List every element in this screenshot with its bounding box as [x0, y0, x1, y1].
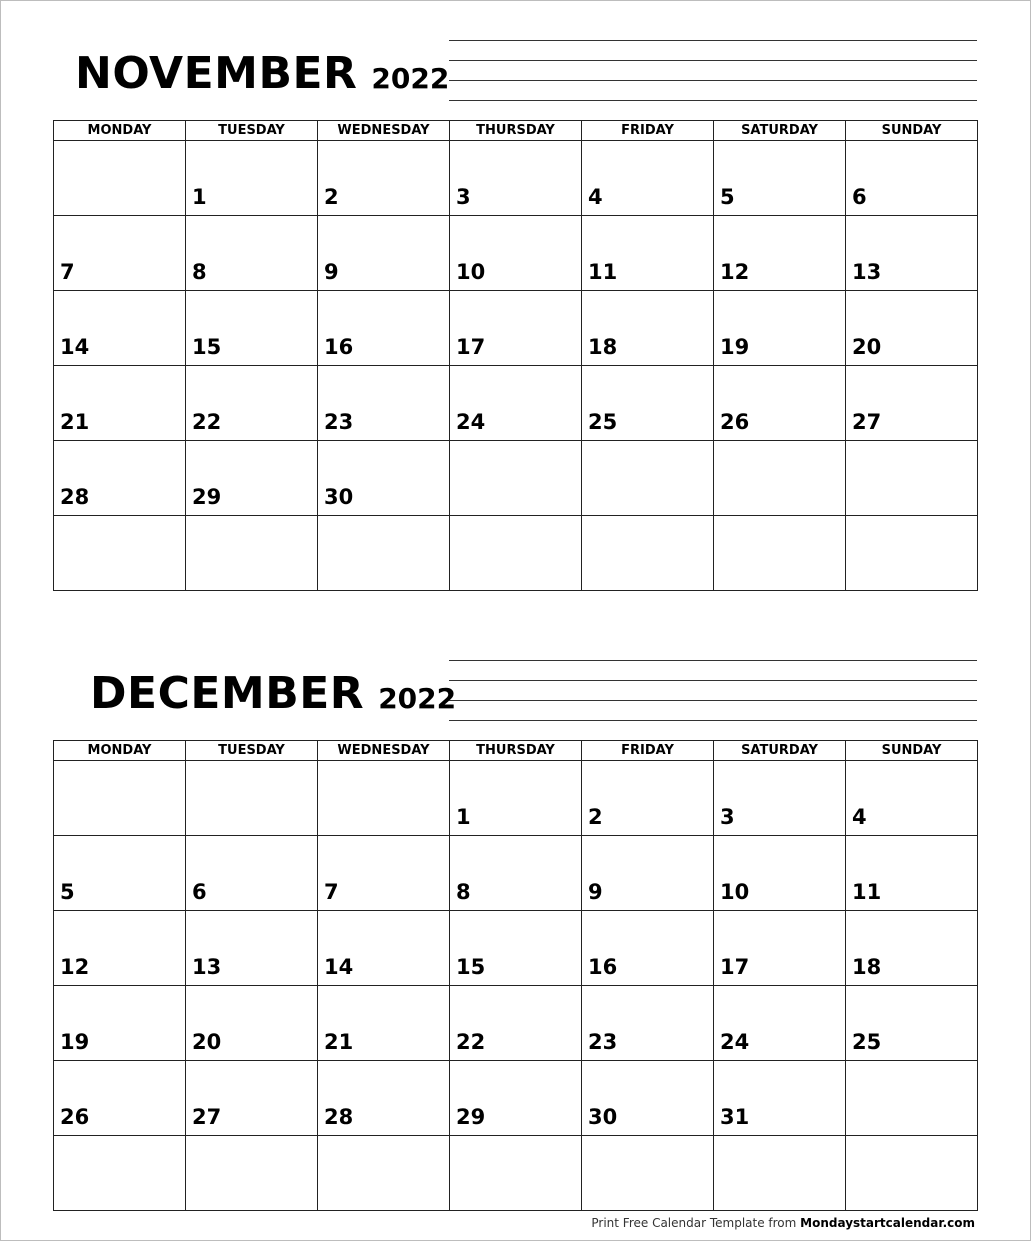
day-number: 4: [588, 185, 603, 209]
day-cell: [318, 761, 450, 836]
day-number: 22: [456, 1030, 486, 1054]
day-number: 30: [588, 1105, 618, 1129]
day-number: 7: [324, 880, 339, 904]
note-line: [449, 720, 977, 721]
week-row: [54, 1061, 978, 1136]
day-number: 18: [852, 955, 882, 979]
week-row: [54, 761, 978, 836]
day-number: 9: [324, 260, 339, 284]
day-cell: [714, 986, 846, 1061]
day-cell: [54, 516, 186, 591]
weekday-header-row: [54, 121, 978, 141]
day-number: 23: [324, 410, 354, 434]
day-cell: [186, 291, 318, 366]
footer-site-link[interactable]: Mondaystartcalendar.com: [800, 1216, 975, 1230]
day-cell: [54, 1136, 186, 1211]
day-cell: [582, 911, 714, 986]
calendar-grid: [53, 120, 978, 591]
month-title: [90, 668, 456, 748]
day-cell: [450, 1136, 582, 1211]
day-cell: [186, 761, 318, 836]
day-cell: [714, 911, 846, 986]
day-cell: [318, 986, 450, 1061]
day-cell: [450, 986, 582, 1061]
day-number: 20: [192, 1030, 222, 1054]
weekday-header: SATURDAY: [714, 121, 846, 141]
day-number: 10: [720, 880, 750, 904]
weekday-header: SUNDAY: [846, 741, 978, 761]
week-row: [54, 1136, 978, 1211]
day-number: 28: [60, 485, 90, 509]
day-cell: [318, 516, 450, 591]
weekday-header: TUESDAY: [186, 741, 318, 761]
week-row: [54, 441, 978, 516]
day-cell: [186, 911, 318, 986]
day-cell: [714, 441, 846, 516]
day-cell: [186, 141, 318, 216]
day-cell: [846, 836, 978, 911]
day-number: 29: [192, 485, 222, 509]
day-cell: [846, 366, 978, 441]
week-row: [54, 366, 978, 441]
day-cell: [450, 516, 582, 591]
day-number: 2: [588, 805, 603, 829]
day-cell: [846, 291, 978, 366]
day-number: 17: [456, 335, 486, 359]
day-cell: [582, 986, 714, 1061]
week-row: [54, 141, 978, 216]
day-number: 21: [60, 410, 90, 434]
weekday-header: FRIDAY: [582, 121, 714, 141]
day-cell: [186, 216, 318, 291]
day-cell: [846, 911, 978, 986]
week-row: [54, 291, 978, 366]
day-number: 9: [588, 880, 603, 904]
day-cell: [582, 291, 714, 366]
day-number: 21: [324, 1030, 354, 1054]
day-number: 30: [324, 485, 354, 509]
day-number: 24: [456, 410, 486, 434]
day-cell: [714, 366, 846, 441]
note-line: [449, 80, 977, 81]
day-cell: [54, 141, 186, 216]
day-number: 28: [324, 1105, 354, 1129]
note-line: [449, 680, 977, 681]
day-number: 12: [720, 260, 750, 284]
weekday-header: TUESDAY: [186, 121, 318, 141]
week-row: [54, 911, 978, 986]
day-number: 27: [192, 1105, 222, 1129]
day-number: 2: [324, 185, 339, 209]
day-cell: [186, 366, 318, 441]
day-cell: [318, 141, 450, 216]
day-cell: [450, 291, 582, 366]
day-cell: [318, 911, 450, 986]
day-number: 3: [720, 805, 735, 829]
day-cell: [714, 516, 846, 591]
day-cell: [318, 836, 450, 911]
notes-lines: [449, 660, 977, 740]
day-cell: [582, 761, 714, 836]
day-cell: [714, 216, 846, 291]
day-cell: [714, 761, 846, 836]
notes-lines: [449, 40, 977, 120]
day-cell: [54, 441, 186, 516]
weekday-header-row: [54, 741, 978, 761]
day-number: 15: [456, 955, 486, 979]
day-cell: [318, 366, 450, 441]
day-cell: [582, 366, 714, 441]
day-number: 31: [720, 1105, 750, 1129]
weekday-header: MONDAY: [54, 741, 186, 761]
day-number: 17: [720, 955, 750, 979]
day-cell: [450, 366, 582, 441]
day-cell: [846, 441, 978, 516]
day-cell: [318, 1136, 450, 1211]
week-row: [54, 516, 978, 591]
weekday-header: SUNDAY: [846, 121, 978, 141]
day-cell: [714, 1061, 846, 1136]
day-cell: [714, 141, 846, 216]
day-number: 4: [852, 805, 867, 829]
day-cell: [54, 986, 186, 1061]
day-cell: [450, 441, 582, 516]
day-cell: [186, 986, 318, 1061]
day-cell: [54, 216, 186, 291]
day-number: 1: [456, 805, 471, 829]
day-cell: [318, 1061, 450, 1136]
week-row: [54, 216, 978, 291]
day-number: 24: [720, 1030, 750, 1054]
month-year: 2022: [378, 682, 457, 715]
day-cell: [846, 516, 978, 591]
weekday-header: WEDNESDAY: [318, 741, 450, 761]
day-number: 8: [456, 880, 471, 904]
day-cell: [846, 1061, 978, 1136]
day-number: 25: [852, 1030, 882, 1054]
note-line: [449, 700, 977, 701]
day-number: 14: [324, 955, 354, 979]
footer-credit: [591, 1216, 975, 1230]
day-cell: [714, 1136, 846, 1211]
day-number: 5: [60, 880, 75, 904]
day-cell: [450, 761, 582, 836]
day-number: 18: [588, 335, 618, 359]
day-cell: [582, 1061, 714, 1136]
week-row: [54, 836, 978, 911]
day-cell: [846, 761, 978, 836]
day-cell: [186, 1136, 318, 1211]
day-number: 19: [60, 1030, 90, 1054]
day-cell: [846, 216, 978, 291]
day-number: 13: [192, 955, 222, 979]
day-cell: [582, 216, 714, 291]
weekday-header: MONDAY: [54, 121, 186, 141]
day-cell: [582, 1136, 714, 1211]
weekday-header: THURSDAY: [450, 741, 582, 761]
day-cell: [318, 441, 450, 516]
day-cell: [186, 1061, 318, 1136]
day-cell: [54, 366, 186, 441]
day-number: 27: [852, 410, 882, 434]
day-number: 29: [456, 1105, 486, 1129]
day-cell: [186, 836, 318, 911]
day-cell: [714, 291, 846, 366]
day-cell: [846, 141, 978, 216]
month-title: [75, 48, 449, 128]
day-number: 10: [456, 260, 486, 284]
month-name: DECEMBER: [90, 668, 365, 719]
day-cell: [846, 986, 978, 1061]
day-cell: [450, 911, 582, 986]
month-year: 2022: [371, 62, 450, 95]
day-number: 25: [588, 410, 618, 434]
day-number: 20: [852, 335, 882, 359]
day-number: 26: [60, 1105, 90, 1129]
month-name: NOVEMBER: [75, 48, 358, 99]
day-cell: [714, 836, 846, 911]
day-number: 3: [456, 185, 471, 209]
day-number: 19: [720, 335, 750, 359]
day-number: 16: [588, 955, 618, 979]
day-cell: [582, 836, 714, 911]
day-cell: [582, 516, 714, 591]
day-cell: [318, 291, 450, 366]
day-number: 5: [720, 185, 735, 209]
day-number: 8: [192, 260, 207, 284]
day-cell: [54, 836, 186, 911]
day-cell: [450, 216, 582, 291]
note-line: [449, 660, 977, 661]
note-line: [449, 60, 977, 61]
day-cell: [450, 836, 582, 911]
calendar-grid: [53, 740, 978, 1211]
day-number: 7: [60, 260, 75, 284]
day-number: 16: [324, 335, 354, 359]
day-number: 11: [588, 260, 618, 284]
day-number: 1: [192, 185, 207, 209]
day-cell: [54, 291, 186, 366]
day-cell: [318, 216, 450, 291]
day-number: 15: [192, 335, 222, 359]
day-number: 12: [60, 955, 90, 979]
day-cell: [450, 1061, 582, 1136]
weekday-header: THURSDAY: [450, 121, 582, 141]
day-number: 13: [852, 260, 882, 284]
day-cell: [54, 1061, 186, 1136]
note-line: [449, 100, 977, 101]
weekday-header: SATURDAY: [714, 741, 846, 761]
day-cell: [186, 516, 318, 591]
day-number: 11: [852, 880, 882, 904]
day-number: 23: [588, 1030, 618, 1054]
day-cell: [186, 441, 318, 516]
day-number: 6: [192, 880, 207, 904]
day-cell: [54, 761, 186, 836]
day-cell: [582, 141, 714, 216]
note-line: [449, 40, 977, 41]
day-cell: [582, 441, 714, 516]
footer-text: Print Free Calendar Template from: [591, 1216, 797, 1230]
day-cell: [54, 911, 186, 986]
day-cell: [450, 141, 582, 216]
week-row: [54, 986, 978, 1061]
weekday-header: WEDNESDAY: [318, 121, 450, 141]
weekday-header: FRIDAY: [582, 741, 714, 761]
day-cell: [846, 1136, 978, 1211]
day-number: 22: [192, 410, 222, 434]
day-number: 26: [720, 410, 750, 434]
day-number: 14: [60, 335, 90, 359]
day-number: 6: [852, 185, 867, 209]
